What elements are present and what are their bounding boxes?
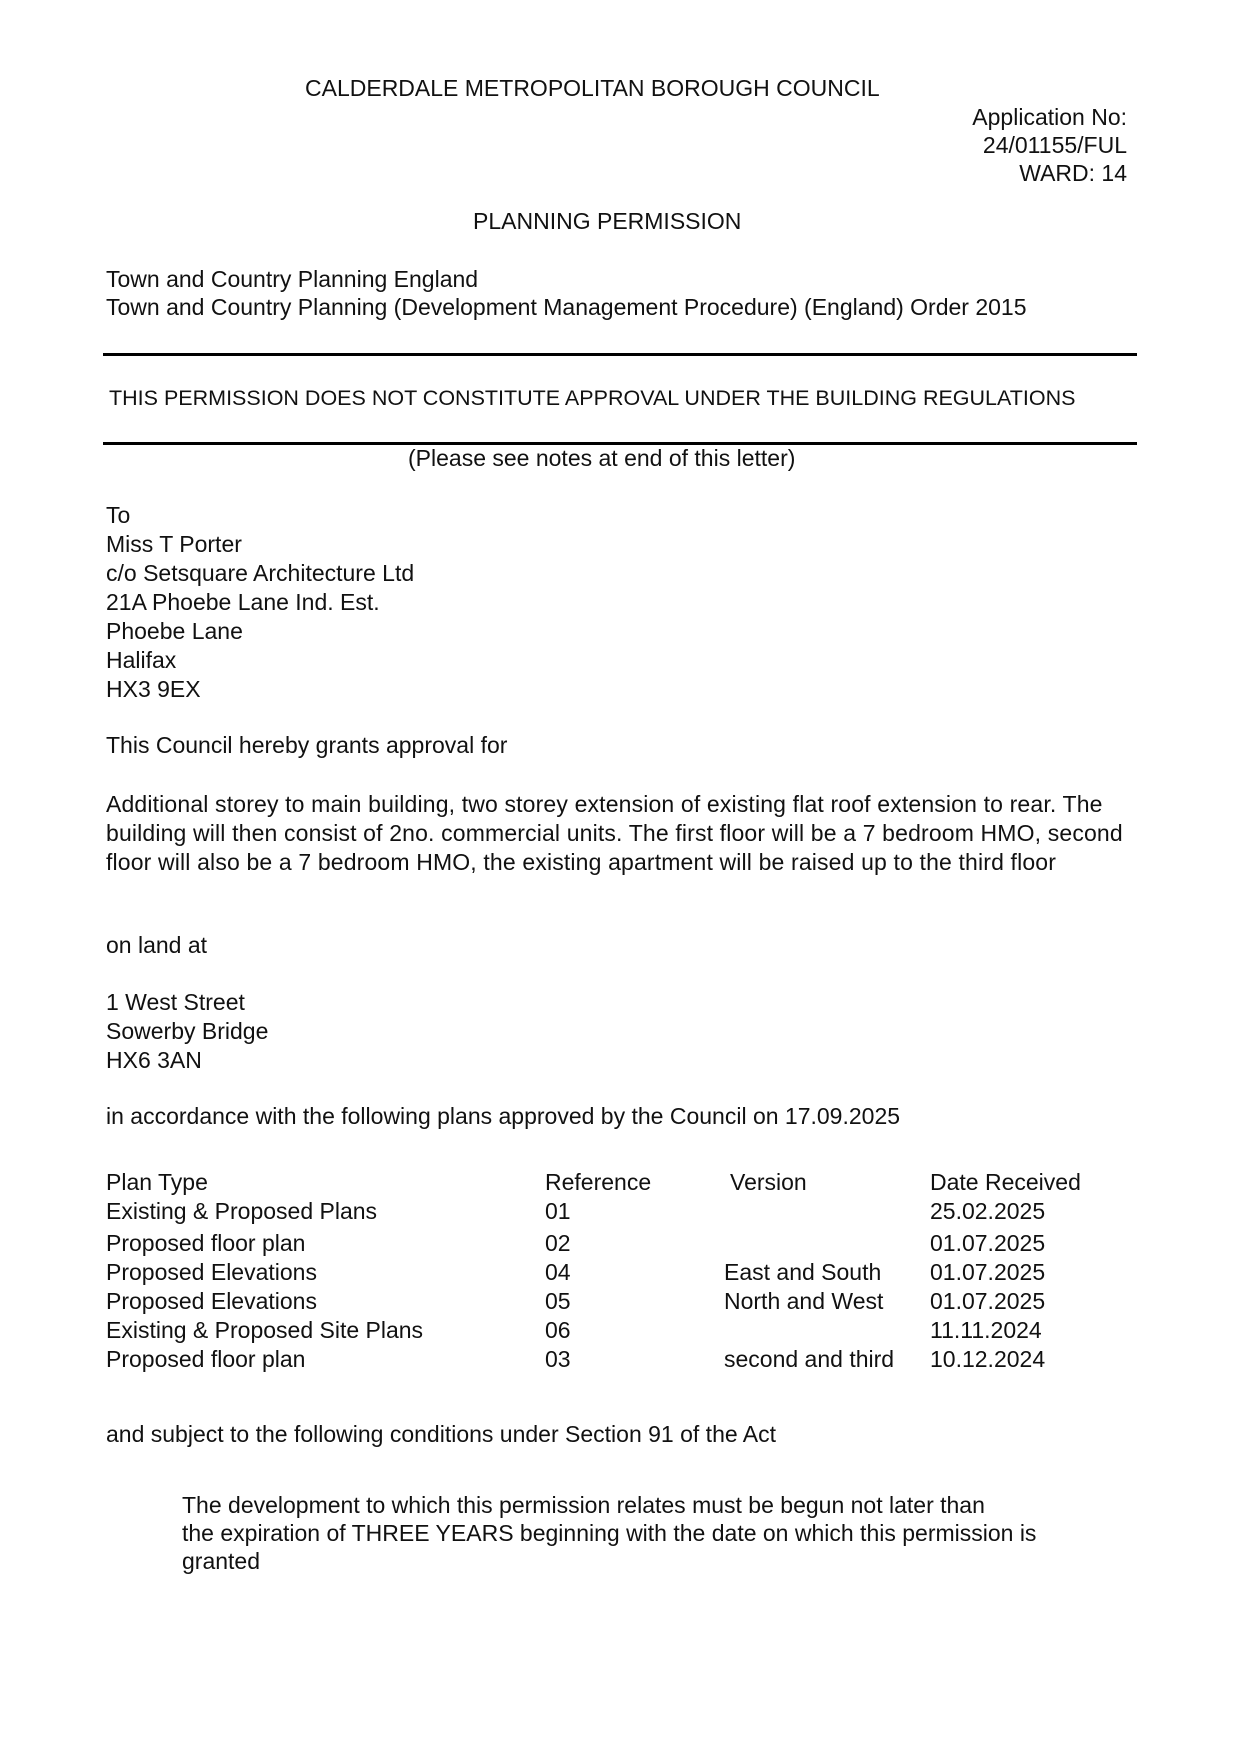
land-label: on land at xyxy=(106,932,208,958)
document-title: PLANNING PERMISSION xyxy=(473,208,742,234)
application-label: Application No: xyxy=(972,104,1127,130)
recipient-address-line: c/o Setsquare Architecture Ltd xyxy=(106,560,415,586)
building-regulations-notice: THIS PERMISSION DOES NOT CONSTITUTE APPROVAL UNDER THE BUILDING REGULATIONS xyxy=(109,386,1076,410)
site-town: Sowerby Bridge xyxy=(106,1018,269,1044)
cell-plan-type: Existing & Proposed Site Plans xyxy=(106,1317,424,1343)
cell-reference: 02 xyxy=(545,1230,571,1256)
cell-date-received: 01.07.2025 xyxy=(930,1230,1046,1256)
cell-date-received: 25.02.2025 xyxy=(930,1198,1046,1224)
cell-reference: 01 xyxy=(545,1198,571,1224)
cell-reference: 05 xyxy=(545,1288,571,1314)
condition-1-line: the expiration of THREE YEARS beginning with the date on which this permission is xyxy=(182,1520,1037,1546)
ward-number: WARD: 14 xyxy=(1019,160,1127,186)
cell-version: second and third xyxy=(724,1346,895,1372)
cell-plan-type: Proposed Elevations xyxy=(106,1288,317,1314)
cell-plan-type: Proposed Elevations xyxy=(106,1259,317,1285)
cell-date-received: 10.12.2024 xyxy=(930,1346,1046,1372)
header-version: Version xyxy=(730,1169,807,1195)
divider-top xyxy=(103,353,1137,356)
cell-reference: 03 xyxy=(545,1346,571,1372)
plans-intro: in accordance with the following plans approved by the Council on 17.09.2025 xyxy=(106,1103,901,1129)
condition-1-line: granted xyxy=(182,1548,261,1574)
conditions-intro: and subject to the following conditions under Section 91 of the Act xyxy=(106,1421,776,1447)
cell-plan-type: Proposed floor plan xyxy=(106,1230,306,1256)
recipient-block xyxy=(106,501,414,704)
cell-plan-type: Existing & Proposed Plans xyxy=(106,1198,378,1224)
cell-date-received: 01.07.2025 xyxy=(930,1259,1046,1285)
cell-reference: 04 xyxy=(545,1259,571,1285)
council-name: CALDERDALE METROPOLITAN BOROUGH COUNCIL xyxy=(305,75,880,101)
cell-version: East and South xyxy=(724,1259,882,1285)
cell-version: North and West xyxy=(724,1288,884,1314)
recipient-name: Miss T Porter xyxy=(106,531,242,557)
site-address xyxy=(106,988,268,1075)
recipient-address-line: Phoebe Lane xyxy=(106,618,243,644)
header-date-received: Date Received xyxy=(930,1169,1081,1195)
recipient-postcode: HX3 9EX xyxy=(106,676,201,702)
header-plan-type: Plan Type xyxy=(106,1169,208,1195)
grant-intro: This Council hereby grants approval for xyxy=(106,732,508,758)
to-label: To xyxy=(106,502,131,528)
site-street: 1 West Street xyxy=(106,989,245,1015)
recipient-address-line: 21A Phoebe Lane Ind. Est. xyxy=(106,589,380,615)
recipient-town: Halifax xyxy=(106,647,177,673)
legislation-line-1: Town and Country Planning England xyxy=(106,266,479,292)
condition-1 xyxy=(182,1491,1036,1575)
cell-date-received: 01.07.2025 xyxy=(930,1288,1046,1314)
application-number: 24/01155/FUL xyxy=(982,132,1127,158)
cell-plan-type: Proposed floor plan xyxy=(106,1346,306,1372)
header-reference: Reference xyxy=(545,1169,652,1195)
legislation-line-2: Town and Country Planning (Development Management Procedure) (England) Order 2015 xyxy=(106,294,1027,320)
site-postcode: HX6 3AN xyxy=(106,1047,202,1073)
see-notes-text: (Please see notes at end of this letter) xyxy=(408,445,796,471)
cell-reference: 06 xyxy=(545,1317,571,1343)
condition-1-line: The development to which this permission relates must be begun not later than xyxy=(182,1492,985,1518)
cell-date-received: 11.11.2024 xyxy=(930,1317,1042,1343)
development-description: Additional storey to main building, two storey extension of existing flat roof extension to rear. The building will then consist of 2no. commercial units. The first floor will be a 7 bedroom HMO, second floor will also be a 7 bedroom HMO, the existing apartment will be raised up to the third floor xyxy=(106,791,1123,875)
